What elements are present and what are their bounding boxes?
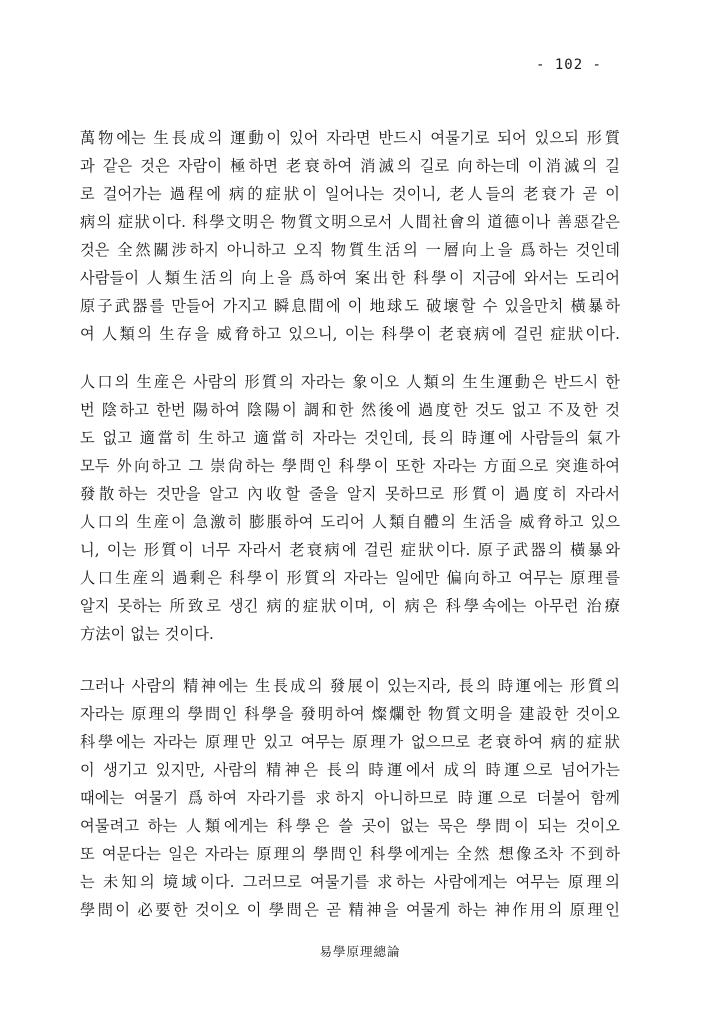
text-line: 方法이 없는 것이다. <box>80 625 214 643</box>
footer-title: 易學原理總論 <box>319 944 401 959</box>
paragraph-1 <box>80 124 620 348</box>
text-line: 病의 症狀이다. 科學文明은 物質文明으로서 人間社會의 道德이나 善惡같은 <box>80 213 620 231</box>
text-line: 人口의 生産은 사람의 形質의 자라는 象이오 人類의 生生運動은 반드시 한 <box>80 373 620 391</box>
text-line: 發散하는 것만을 알고 內收할 줄을 알지 못하므로 形質이 過度히 자라서 <box>80 485 620 503</box>
text-line: 科學에는 자라는 原理만 있고 여무는 原理가 없으므로 老衰하여 病的症狀 <box>80 733 620 751</box>
text-line: 原子武器를 만들어 가지고 瞬息間에 이 地球도 破壞할 수 있을만치 橫暴하 <box>80 297 620 315</box>
text-line: 萬物에는 生長成의 運動이 있어 자라면 반드시 여물기로 되어 있으되 形質 <box>80 129 620 147</box>
text-line: 자라는 原理의 學問인 科學을 發明하여 燦爛한 物質文明을 建設한 것이오 <box>80 705 620 723</box>
text-line: 人口의 生産이 急激히 膨脹하여 도리어 人類自體의 生活을 威脅하고 있으 <box>80 513 620 531</box>
paragraph-2 <box>80 368 620 648</box>
body-text <box>80 124 620 924</box>
text-line: 과 같은 것은 자람이 極하면 老衰하여 消滅의 길로 向하는데 이消滅의 길 <box>80 157 620 175</box>
text-line: 번 陰하고 한번 陽하여 陰陽이 調和한 然後에 過度한 것도 없고 不及한 것 <box>80 401 620 419</box>
text-line: 도 없고 適當히 生하고 適當히 자라는 것인데, 長의 時運에 사람들의 氣가 <box>80 429 620 447</box>
page-number: - 102 - <box>535 57 602 73</box>
text-line: 그러나 사람의 精神에는 生長成의 發展이 있는지라, 長의 時運에는 形質의 <box>80 677 620 695</box>
text-line: 것은 全然關涉하지 아니하고 오직 物質生活의 一層向上을 爲하는 것인데 <box>80 241 620 259</box>
text-line: 사람들이 人類生活의 向上을 爲하여 案出한 科學이 지금에 와서는 도리어 <box>80 269 620 287</box>
text-line: 때에는 여물기 爲하여 자라기를 求하지 아니하므로 時運으로 더불어 함께 <box>80 789 620 807</box>
text-line: 여 人類의 生存을 威脅하고 있으니, 이는 科學이 老衰病에 걸린 症狀이다. <box>80 325 620 343</box>
text-line: 이 생기고 있지만, 사람의 精神은 長의 時運에서 成의 時運으로 넘어가는 <box>80 761 620 779</box>
text-line: 모두 外向하고 그 崇尙하는 學問인 科學이 또한 자라는 方面으로 突進하여 <box>80 457 620 475</box>
text-line: 는 未知의 境域이다. 그러므로 여물기를 求하는 사람에게는 여무는 原理의 <box>80 873 620 891</box>
text-line: 또 여문다는 일은 자라는 原理의 學問인 科學에게는 全然 想像조차 不到하 <box>80 845 620 863</box>
paragraph-3 <box>80 672 620 924</box>
text-line: 로 걸어가는 過程에 病的症狀이 일어나는 것이니, 老人들의 老衰가 곧 이 <box>80 185 620 203</box>
text-line: 여물려고 하는 人類에게는 科學은 쓸 곳이 없는 묵은 學問이 되는 것이오 <box>80 817 620 835</box>
text-line: 니, 이는 形質이 너무 자라서 老衰病에 걸린 症狀이다. 原子武器의 橫暴와 <box>80 541 620 559</box>
text-line: 學問이 必要한 것이오 이 學問은 곧 精神을 여물게 하는 神作用의 原理인 <box>80 901 620 919</box>
text-line: 알지 못하는 所致로 생긴 病的症狀이며, 이 病은 科學속에는 아무런 治療 <box>80 597 620 615</box>
text-line: 人口生産의 過剩은 科學이 形質의 자라는 일에만 偏向하고 여무는 原理를 <box>80 569 620 587</box>
